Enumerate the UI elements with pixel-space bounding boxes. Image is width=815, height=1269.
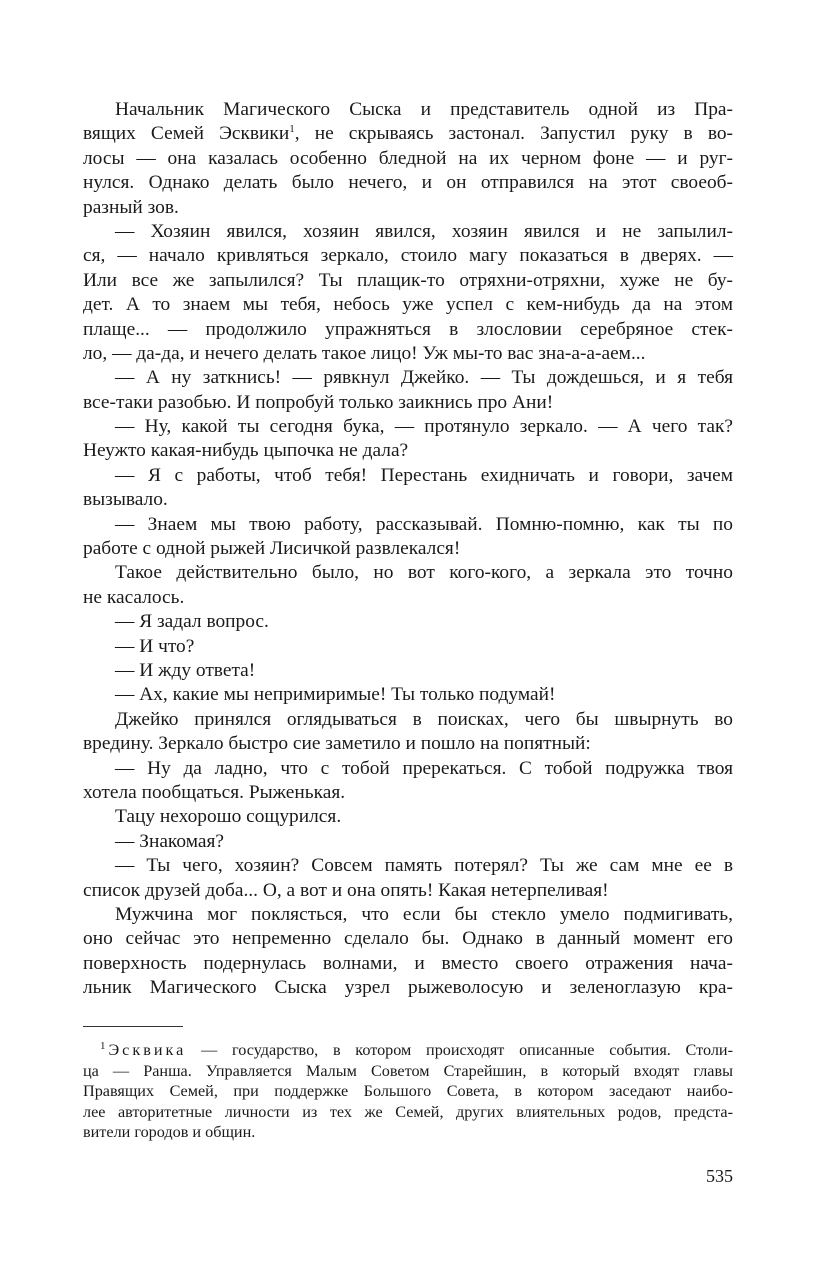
footnote-line: ца — Ранша. Управляется Малым Советом Старейшин, в который входят главы <box>83 1061 733 1080</box>
text-line: список друзей доба... О, а вот и она опять! Какая нетерпеливая! <box>83 879 609 901</box>
text-line: Тацу нехорошо сощурился. <box>115 806 342 828</box>
text-line: Или все же запылился? Ты плащик-то отряхни-отряхни, хуже не бу- <box>83 269 733 291</box>
text-line: — Ах, какие мы непримиримые! Ты только подумай! <box>115 684 556 706</box>
text-line: — Знаем мы твою работу, рассказывай. Помню-помню, как ты по <box>115 513 733 535</box>
body-text <box>83 98 733 1000</box>
text-line: — Ну, какой ты сегодня бука, — протянуло зеркало. — А чего так? <box>115 416 733 438</box>
text-line: хотела пообщаться. Рыженькая. <box>83 781 346 803</box>
text-line: Такое действительно было, но вот кого-кого, а зеркала это точно <box>115 562 733 584</box>
text-line: — Я с работы, чтоб тебя! Перестань ехидничать и говори, зачем <box>115 464 733 486</box>
text-segment: вящих Семей Эсквики <box>83 123 290 145</box>
text-line: — Я задал вопрос. <box>115 611 269 633</box>
text-line: оно сейчас это непременно сделало бы. Однако в данный момент его <box>83 928 733 950</box>
footnote-line: лее авторитетные личности из тех же Семей, других влиятельных родов, предста- <box>83 1102 733 1121</box>
text-line: вредину. Зеркало быстро сие заметило и пошло на попятный: <box>83 733 591 755</box>
text-line: ло, — да-да, и нечего делать такое лицо! Уж мы-то вас зна-а-а-аем... <box>83 342 646 364</box>
footnote-text: — государство, в котором происходят описанные события. Столи- <box>186 1041 733 1059</box>
footnote-marker: 1 <box>100 1040 106 1052</box>
footnote-line <box>83 1040 733 1061</box>
text-line: — А ну заткнись! — рявкнул Джейко. — Ты дождешься, и я тебя <box>115 367 733 389</box>
text-line: все-таки разобью. И попробуй только заикнись про Ани! <box>83 391 554 413</box>
footnote-line: Правящих Семей, при поддержке Большого Совета, в котором заседают наибо- <box>83 1082 733 1100</box>
text-segment: , не скрываясь застонал. Запустил руку в во- <box>294 123 733 145</box>
text-line: работе с одной рыжей Лисичкой развлекался! <box>83 538 461 560</box>
text-line: льник Магического Сыска узрел рыжеволосую и зеленоглазую кра- <box>83 977 733 999</box>
text-line: вызывало. <box>83 489 168 511</box>
text-line: разный зов. <box>83 196 179 218</box>
text-line <box>83 122 733 146</box>
text-line: Начальник Магического Сыска и представитель одной из Пра- <box>115 99 733 120</box>
text-line: — И жду ответа! <box>115 659 256 681</box>
footnote-term: Эсквика <box>108 1041 187 1059</box>
text-line: ся, — начало кривляться зеркало, стоило магу показаться в дверях. — <box>83 245 733 267</box>
text-line: лосы — она казалась особенно бледной на их черном фоне — и руг- <box>83 147 733 169</box>
footnote-reference[interactable]: 1 <box>289 123 295 136</box>
text-line: поверхность подернулась волнами, и вместо своего отражения нача- <box>83 952 733 974</box>
text-line: — Ты чего, хозяин? Совсем память потерял? Ты же сам мне ее в <box>115 855 733 877</box>
footnote-line: вители городов и общин. <box>83 1123 256 1141</box>
text-line: не касалось. <box>83 586 185 608</box>
text-line: Мужчина мог поклясться, что если бы стекло умело подмигивать, <box>115 903 733 925</box>
text-line: — Знакомая? <box>115 830 224 852</box>
text-line: плаще... — продолжило упражняться в злословии серебряное стек- <box>83 318 733 340</box>
footnote-separator <box>83 1026 183 1027</box>
text-line: нулся. Однако делать было нечего, и он отправился на этот своеоб- <box>83 172 733 194</box>
text-line: — Хозяин явился, хозяин явился, хозяин явился и не запылил- <box>115 220 733 242</box>
text-line: — Ну да ладно, что с тобой пререкаться. С тобой подружка твоя <box>115 757 733 779</box>
text-line: дет. А то знаем мы тебя, небось уже успел с кем-нибудь да на этом <box>83 294 733 316</box>
page-number: 535 <box>706 1166 733 1186</box>
text-line: Неужто какая-нибудь цыпочка не дала? <box>83 440 409 462</box>
text-line: — И что? <box>115 635 195 657</box>
text-line: Джейко принялся оглядываться в поисках, чего бы швырнуть во <box>115 708 733 730</box>
footnote <box>83 1040 733 1143</box>
